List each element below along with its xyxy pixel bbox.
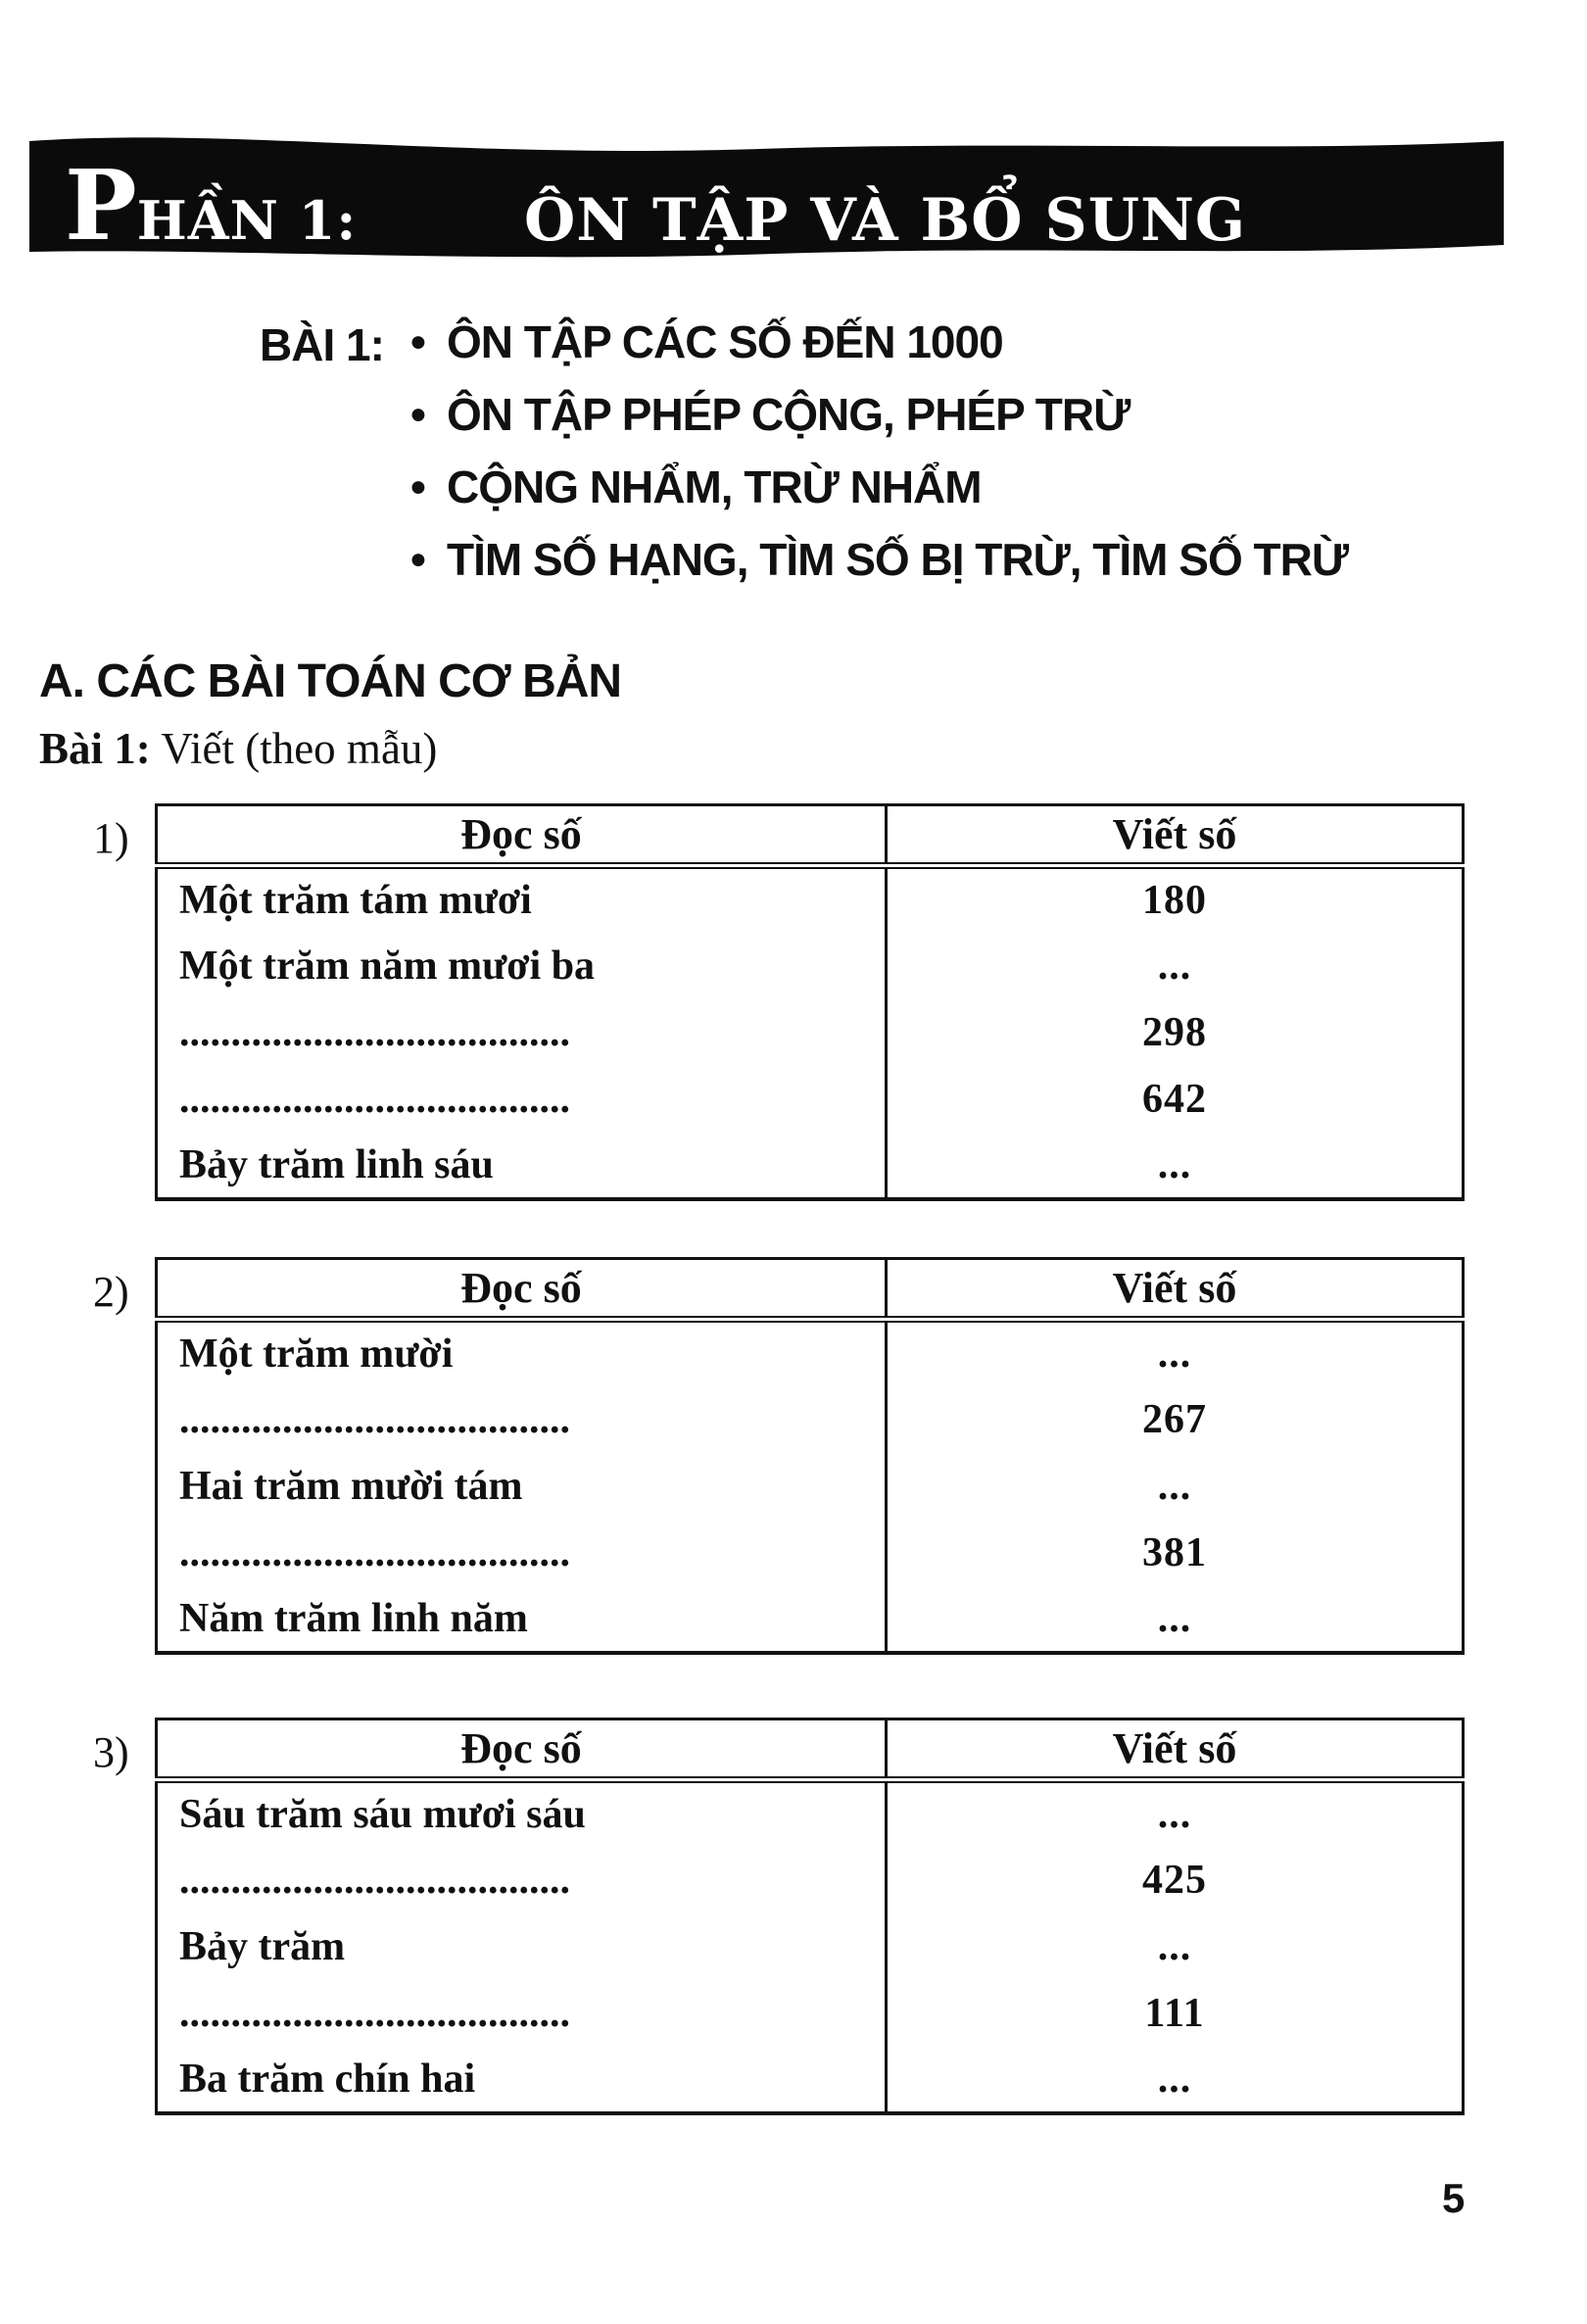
part-label-initial: P bbox=[65, 150, 137, 263]
bullet-icon: ● bbox=[409, 470, 428, 503]
lesson-bullet-text: ÔN TẬP PHÉP CỘNG, PHÉP TRỪ bbox=[447, 389, 1130, 440]
doc-cell: Một trăm năm mươi ba bbox=[179, 943, 596, 989]
viet-cell: ... bbox=[887, 1586, 1464, 1653]
reading-writing-table bbox=[155, 1257, 1465, 1655]
lesson-bullet-item bbox=[409, 306, 1348, 378]
part-banner bbox=[29, 129, 1504, 268]
table-row bbox=[157, 933, 1464, 999]
number-table-group-1 bbox=[93, 803, 1465, 1201]
column-header-doc-so: Đọc số bbox=[157, 805, 887, 866]
table-row bbox=[157, 1386, 1464, 1453]
doc-cell: Bảy trăm bbox=[179, 1923, 346, 1969]
viet-cell: 298 bbox=[887, 999, 1464, 1066]
column-header-doc-so: Đọc số bbox=[157, 1259, 887, 1320]
exercise-line bbox=[39, 723, 437, 774]
table-row bbox=[157, 2047, 1464, 2113]
viet-cell: 267 bbox=[887, 1386, 1464, 1453]
page-number: 5 bbox=[1442, 2175, 1466, 2221]
doc-cell: Bảy trăm linh sáu bbox=[179, 1141, 494, 1187]
viet-cell: ... bbox=[887, 1913, 1464, 1980]
doc-cell: ...................................... bbox=[179, 1529, 570, 1575]
lesson-bullet-item bbox=[409, 378, 1348, 451]
table-label: 1) bbox=[93, 814, 129, 862]
viet-cell: 425 bbox=[887, 1847, 1464, 1913]
table-header-row bbox=[157, 805, 1464, 866]
column-header-viet-so: Viết số bbox=[887, 805, 1464, 866]
doc-cell: Năm trăm linh năm bbox=[179, 1595, 528, 1641]
viet-cell: ... bbox=[887, 1780, 1464, 1847]
doc-cell: Ba trăm chín hai bbox=[179, 2056, 476, 2102]
viet-cell: 381 bbox=[887, 1520, 1464, 1586]
lesson-bullet-item bbox=[409, 451, 1348, 523]
doc-cell: ...................................... bbox=[179, 1076, 570, 1122]
reading-writing-table bbox=[155, 1718, 1465, 2115]
viet-cell: ... bbox=[887, 2047, 1464, 2113]
lesson-bullet-text: CỘNG NHẨM, TRỪ NHẨM bbox=[447, 461, 982, 512]
viet-cell: 180 bbox=[887, 866, 1464, 933]
table-row bbox=[157, 866, 1464, 933]
table-row bbox=[157, 1847, 1464, 1913]
column-header-viet-so: Viết số bbox=[887, 1719, 1464, 1780]
doc-cell: ...................................... bbox=[179, 1990, 570, 2036]
number-table-group-3 bbox=[93, 1718, 1465, 2115]
lesson-bullet-text: ÔN TẬP CÁC SỐ ĐẾN 1000 bbox=[447, 316, 1003, 367]
viet-cell: ... bbox=[887, 933, 1464, 999]
lesson-block bbox=[260, 306, 1348, 596]
doc-cell: Hai trăm mười tám bbox=[179, 1463, 523, 1509]
table-header-row bbox=[157, 1719, 1464, 1780]
doc-cell: ...................................... bbox=[179, 1009, 570, 1055]
exercise-instruction: Viết (theo mẫu) bbox=[161, 724, 438, 773]
number-table-group-2 bbox=[93, 1257, 1465, 1655]
exercise-label: Bài 1: bbox=[39, 724, 151, 773]
table-row bbox=[157, 1133, 1464, 1199]
section-heading: A. CÁC BÀI TOÁN CƠ BẢN bbox=[39, 655, 622, 707]
part-label-rest: HẦN 1: bbox=[136, 189, 358, 252]
bullet-icon: ● bbox=[409, 543, 428, 575]
viet-cell: ... bbox=[887, 1133, 1464, 1199]
table-row bbox=[157, 999, 1464, 1066]
bullet-icon: ● bbox=[409, 325, 428, 358]
table-header-row bbox=[157, 1259, 1464, 1320]
table-row bbox=[157, 1320, 1464, 1386]
banner-title: ÔN TẬP VÀ BỔ SUNG bbox=[524, 186, 1247, 255]
column-header-viet-so: Viết số bbox=[887, 1259, 1464, 1320]
doc-cell: ...................................... bbox=[179, 1396, 570, 1442]
doc-cell: ...................................... bbox=[179, 1857, 570, 1903]
table-row bbox=[157, 1780, 1464, 1847]
lesson-label: BÀI 1: bbox=[260, 319, 384, 370]
table-row bbox=[157, 1586, 1464, 1653]
table-row bbox=[157, 1913, 1464, 1980]
doc-cell: Một trăm mười bbox=[179, 1331, 454, 1378]
table-row bbox=[157, 1066, 1464, 1133]
doc-cell: Sáu trăm sáu mươi sáu bbox=[179, 1792, 586, 1838]
part-label bbox=[65, 150, 358, 263]
lesson-bullet-text: TÌM SỐ HẠNG, TÌM SỐ BỊ TRỪ, TÌM SỐ TRỪ bbox=[447, 534, 1348, 585]
viet-cell: 642 bbox=[887, 1066, 1464, 1133]
table-label: 2) bbox=[93, 1268, 129, 1316]
table-row bbox=[157, 1453, 1464, 1520]
viet-cell: 111 bbox=[887, 1980, 1464, 2047]
table-label: 3) bbox=[93, 1728, 129, 1776]
doc-cell: Một trăm tám mươi bbox=[179, 878, 532, 924]
reading-writing-table bbox=[155, 803, 1465, 1201]
table-row bbox=[157, 1980, 1464, 2047]
table-row bbox=[157, 1520, 1464, 1586]
viet-cell: ... bbox=[887, 1320, 1464, 1386]
column-header-doc-so: Đọc số bbox=[157, 1719, 887, 1780]
bullet-icon: ● bbox=[409, 398, 428, 430]
lesson-bullet-item bbox=[409, 523, 1348, 596]
lesson-bullets bbox=[409, 306, 1348, 596]
viet-cell: ... bbox=[887, 1453, 1464, 1520]
